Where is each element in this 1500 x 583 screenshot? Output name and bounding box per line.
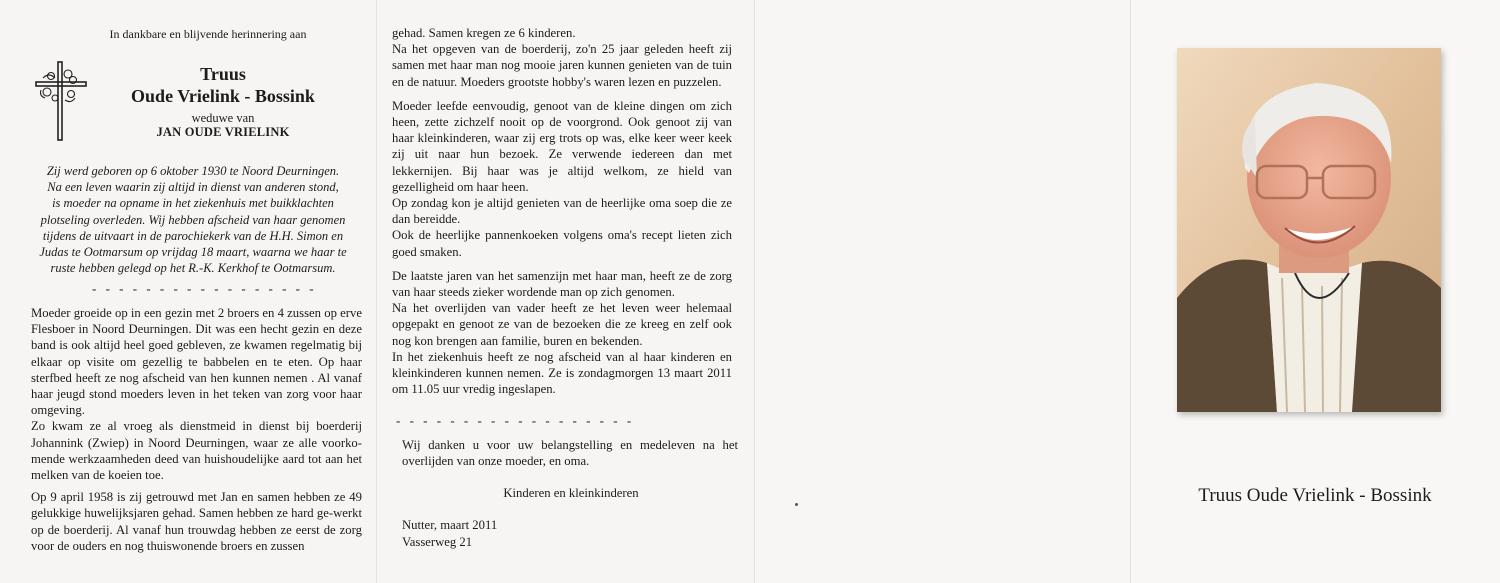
place-address — [402, 517, 497, 551]
portrait-image — [1177, 48, 1441, 412]
summary-line: is moeder na opname in het ziekenhuis met buikklachten — [52, 196, 334, 211]
signoff: Kinderen en kleinkinderen — [503, 486, 639, 500]
fold-line — [754, 0, 755, 583]
intro-line: In dankbare en blijvende herinnering aan — [109, 27, 307, 41]
husband-name: JAN OUDE VRIELINK — [156, 125, 290, 139]
summary-line: Zij werd geboren op 6 oktober 1930 te Noord Deurningen. — [46, 164, 340, 178]
widow-label: weduwe van — [191, 111, 255, 125]
name-block — [118, 63, 328, 140]
full-name: Oude Vrielink - Bossink — [131, 86, 315, 106]
life-story-left — [31, 305, 362, 560]
place-date: Nutter, maart 2011 — [402, 518, 498, 532]
portrait-photo — [1177, 48, 1441, 412]
summary-line: Judas te Ootmarsum op vrijdag 18 maart, waarna we haar te — [39, 245, 347, 260]
summary-line: plotseling overleden. Wij hebben afscheid van haar genomen — [40, 212, 346, 227]
paragraph: Moeder leefde eenvoudig, genoot van de kleine dingen om zich heen, zette zichzelf nooit op de voorgrond. Ook genoot zij van haar kleinkinderen, waar zij erg trots op was, elke keer weer keek zij uit naar hun bezoek. Ze verwende iedereen dan met lekkernijen. Bij haar was je altijd welkom, ze hield van gezelligheid om haar heen. Op zondag kon je altijd genieten van de heerlijke oma soep die ze dan bereidde. Ook de heerlijke pannenkoeken volgens oma's recept lieten zich goed smaken. — [392, 98, 732, 259]
cross-icon — [33, 60, 89, 142]
paragraph: De laatste jaren van het samenzijn met haar man, heeft ze de zorg van haar steeds zieker wordende man op zich genomen. Na het overlijden van vader heeft ze het leven weer helemaal opgepakt en genoot ze van de bezoeken die ze kreeg en zelf ook nog kon brengen aan familie, buren en bekenden. In het ziekenhuis heeft ze nog afscheid van al haar kinderen en kleinkinderen kunnen nemen. Ze is zondagmorgen 13 maart 2011 om 11.05 uur vredig ingeslapen. — [392, 268, 732, 397]
paragraph: Op 9 april 1958 is zij getrouwd met Jan en samen hebben ze 49 gelukkige huwelijksjaren gehad. Samen hebben ze hard ge-werkt op de boerderij. Al vanaf hun trouwdag hebben ze eerst de zorg voor de ouders en nog thuiswonende broers en zussen — [31, 490, 362, 553]
paragraph: gehad. Samen kregen ze 6 kinderen. Na het opgeven van de boerderij, zo'n 25 jaar geleden heeft zij samen met haar man nog mooie jaren kunnen genieten van de tuin en de natuur. Moeders grootste hobby's waren lezen en puzzelen. — [392, 26, 732, 89]
divider: - - - - - - - - - - - - - - - - - - — [396, 413, 635, 428]
panel-blank — [754, 0, 1130, 583]
divider: - - - - - - - - - - - - - - - - - — [92, 281, 317, 296]
summary-line: ruste hebben gelegd op het R.-K. Kerkhof te Ootmarsum. — [50, 261, 336, 276]
first-name: Truus — [200, 64, 246, 84]
paragraph: Moeder groeide op in een gezin met 2 broers en 4 zussen op erve Flesboer in Noord Deurningen. Dit was een hecht gezin en deze band is ook altijd heel goed gebleven, ze kwamen regelmatig bij elkaar op visite om gezellig te babbelen en te eten. Op haar sterfbed heeft ze nog afscheid van hen kunnen nemen . Al vanaf haar jeugd stond moeders leven in het teken van zorg voor haar omgeving. Zo kwam ze al vroeg als dienstmeid in dienst bij boerderij Johannink (Zwiep) in Noord Deurningen, waar ze alle voorko-mende werkzaamheden deed van huishoudelijke aard tot aan het melken van de koeien toe. — [31, 306, 362, 483]
summary-line: tijdens de uitvaart in de parochiekerk van de H.H. Simon en — [42, 228, 344, 243]
address: Vasserweg 21 — [402, 535, 473, 549]
photo-caption: Truus Oude Vrielink - Bossink — [1198, 485, 1432, 506]
thanks-text: Wij danken u voor uw belangstelling en medeleven na het overlijden van onze moeder, en oma. — [402, 438, 738, 469]
paper-speck — [795, 503, 798, 506]
life-story-middle — [392, 25, 732, 405]
obituary-summary — [30, 163, 356, 276]
summary-line: Na een leven waarin zij altijd in dienst van anderen stond, — [47, 180, 339, 195]
